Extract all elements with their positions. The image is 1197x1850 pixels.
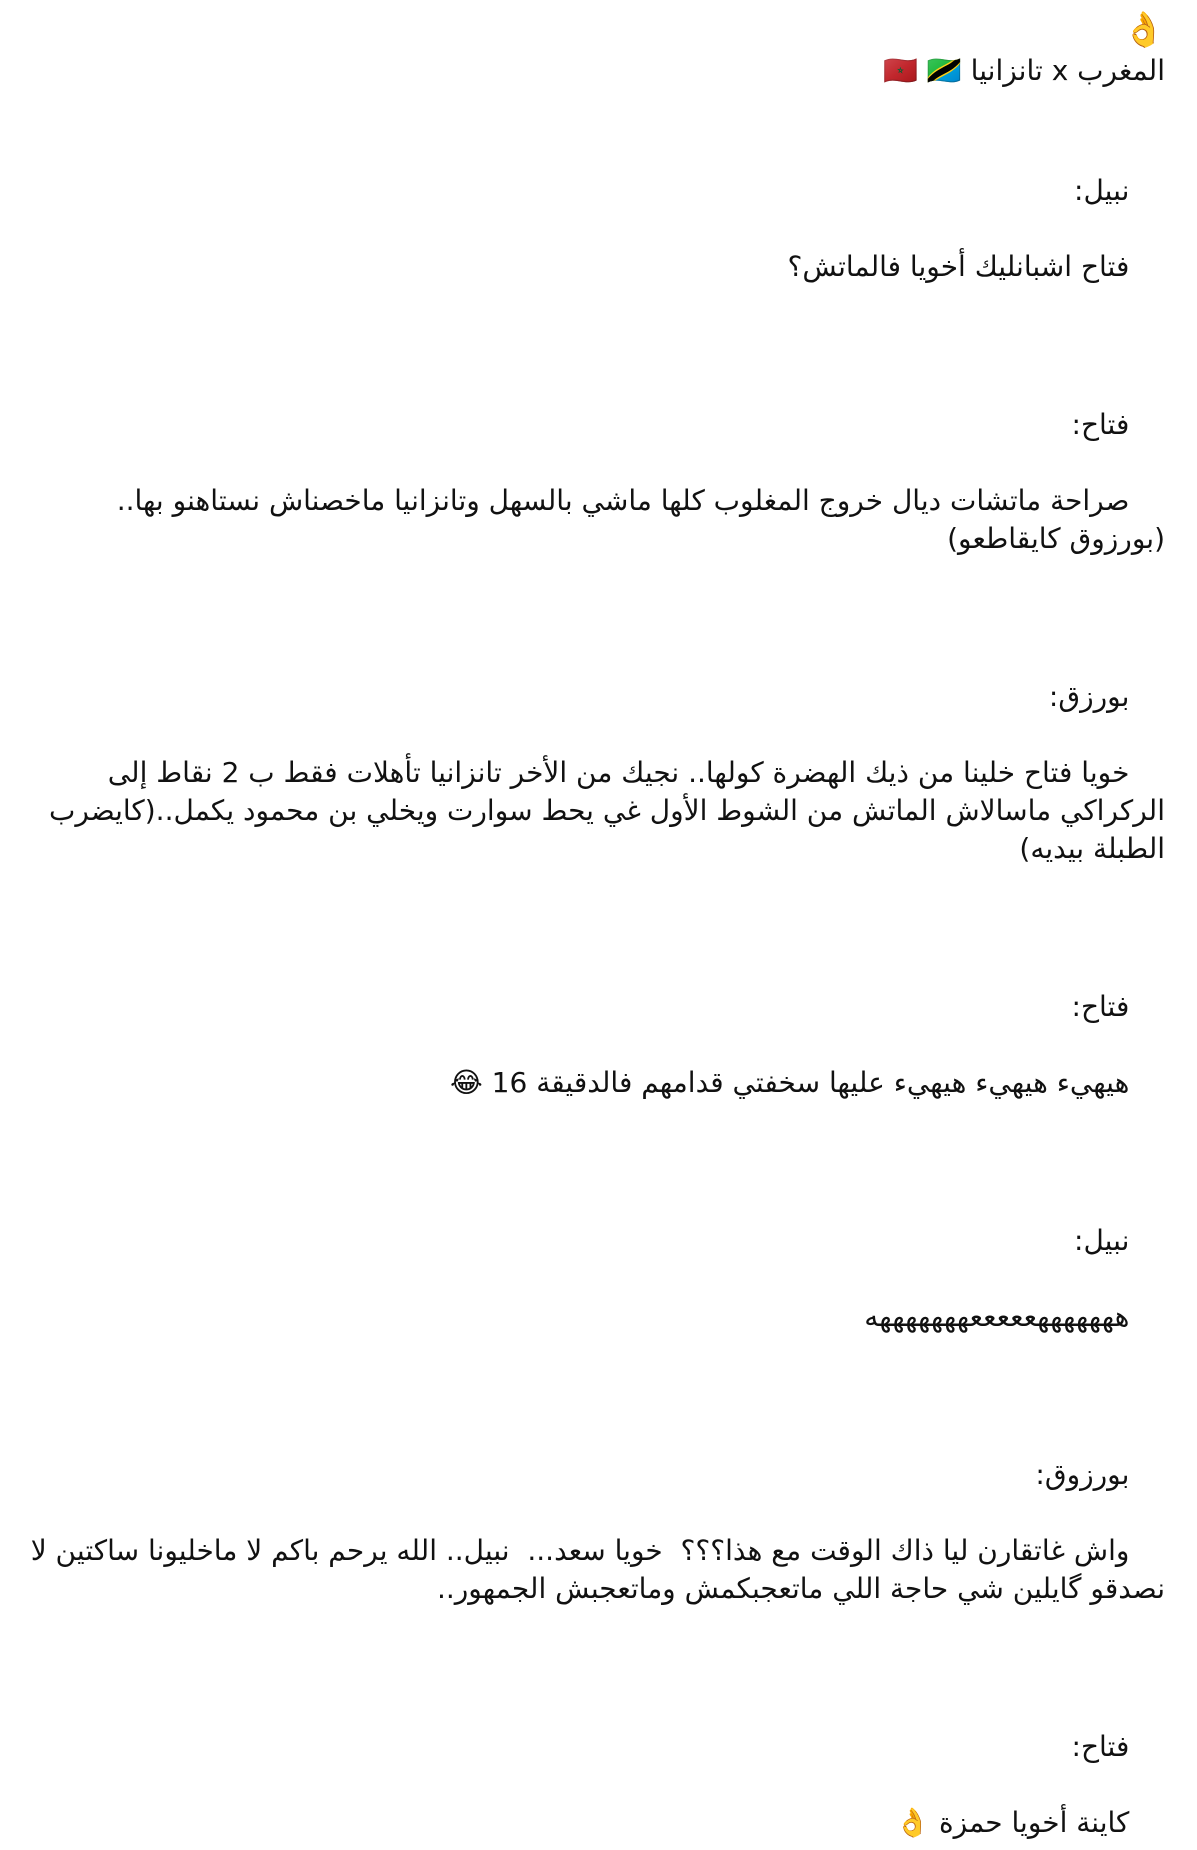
speaker-name: بورزق:	[1048, 680, 1130, 713]
speaker-name: فتاح:	[1071, 1730, 1130, 1763]
dialogue-text: هههههههعععععهههههههه	[864, 1300, 1130, 1333]
speaker-name: نبيل:	[1074, 174, 1130, 207]
speaker-name: نبيل:	[1074, 1224, 1130, 1257]
dialogue-line-3	[22, 640, 1165, 906]
post-title: المغرب x تانزانيا 🇲🇦 🇹🇿	[883, 54, 1165, 87]
dialogue-text: خويا فتاح خلينا من ذيك الهضرة كولها.. نجيك من الأخر تانزانيا تأهلات فقط ب 2 نقاط إلى الركراكي ماسالاش الماتش من الشوط الأول غي يحط سوارت ويخلي بن محمود يكمل..(كايضرب الطبلة بيديه)	[40, 756, 1165, 865]
dialogue-text: فتاح اشبانليك أخويا فالماتش؟	[787, 250, 1130, 283]
dialogue-line-7	[22, 1690, 1165, 1850]
dialogue-text: كاينة أخويا حمزة 👌	[895, 1806, 1130, 1839]
dialogue-line-2	[22, 368, 1165, 596]
speaker-name: فتاح:	[1071, 408, 1130, 441]
dialogue-line-6	[22, 1418, 1165, 1646]
social-post-text	[22, 0, 1165, 1850]
dialogue-line-4	[22, 950, 1165, 1140]
speaker-name: بورزوق:	[1035, 1458, 1130, 1491]
ok-hand-emoji-icon: 👌	[1122, 10, 1165, 50]
dialogue-line-5	[22, 1184, 1165, 1374]
dialogue-text: هيهيء هيهيء هيهيء عليها سخفتي قدامهم فالدقيقة 16 😂	[450, 1066, 1130, 1099]
speaker-name: فتاح:	[1071, 990, 1130, 1023]
dialogue-text: واش غاتقارن ليا ذاك الوقت مع هذا؟؟؟ خويا سعد... نبيل.. الله يرحم باكم لا ماخليونا ساكتين لا نصدقو گايلين شي حاجة اللي ماتعجبكمش وماتعجبش الجمهور..	[21, 1534, 1165, 1605]
dialogue-line-1	[22, 134, 1165, 324]
dialogue-text: صراحة ماتشات ديال خروج المغلوب كلها ماشي بالسهل وتانزانيا ماخصناش نستاهنو بها..(بورزوق كايقاطعو)	[116, 484, 1165, 555]
